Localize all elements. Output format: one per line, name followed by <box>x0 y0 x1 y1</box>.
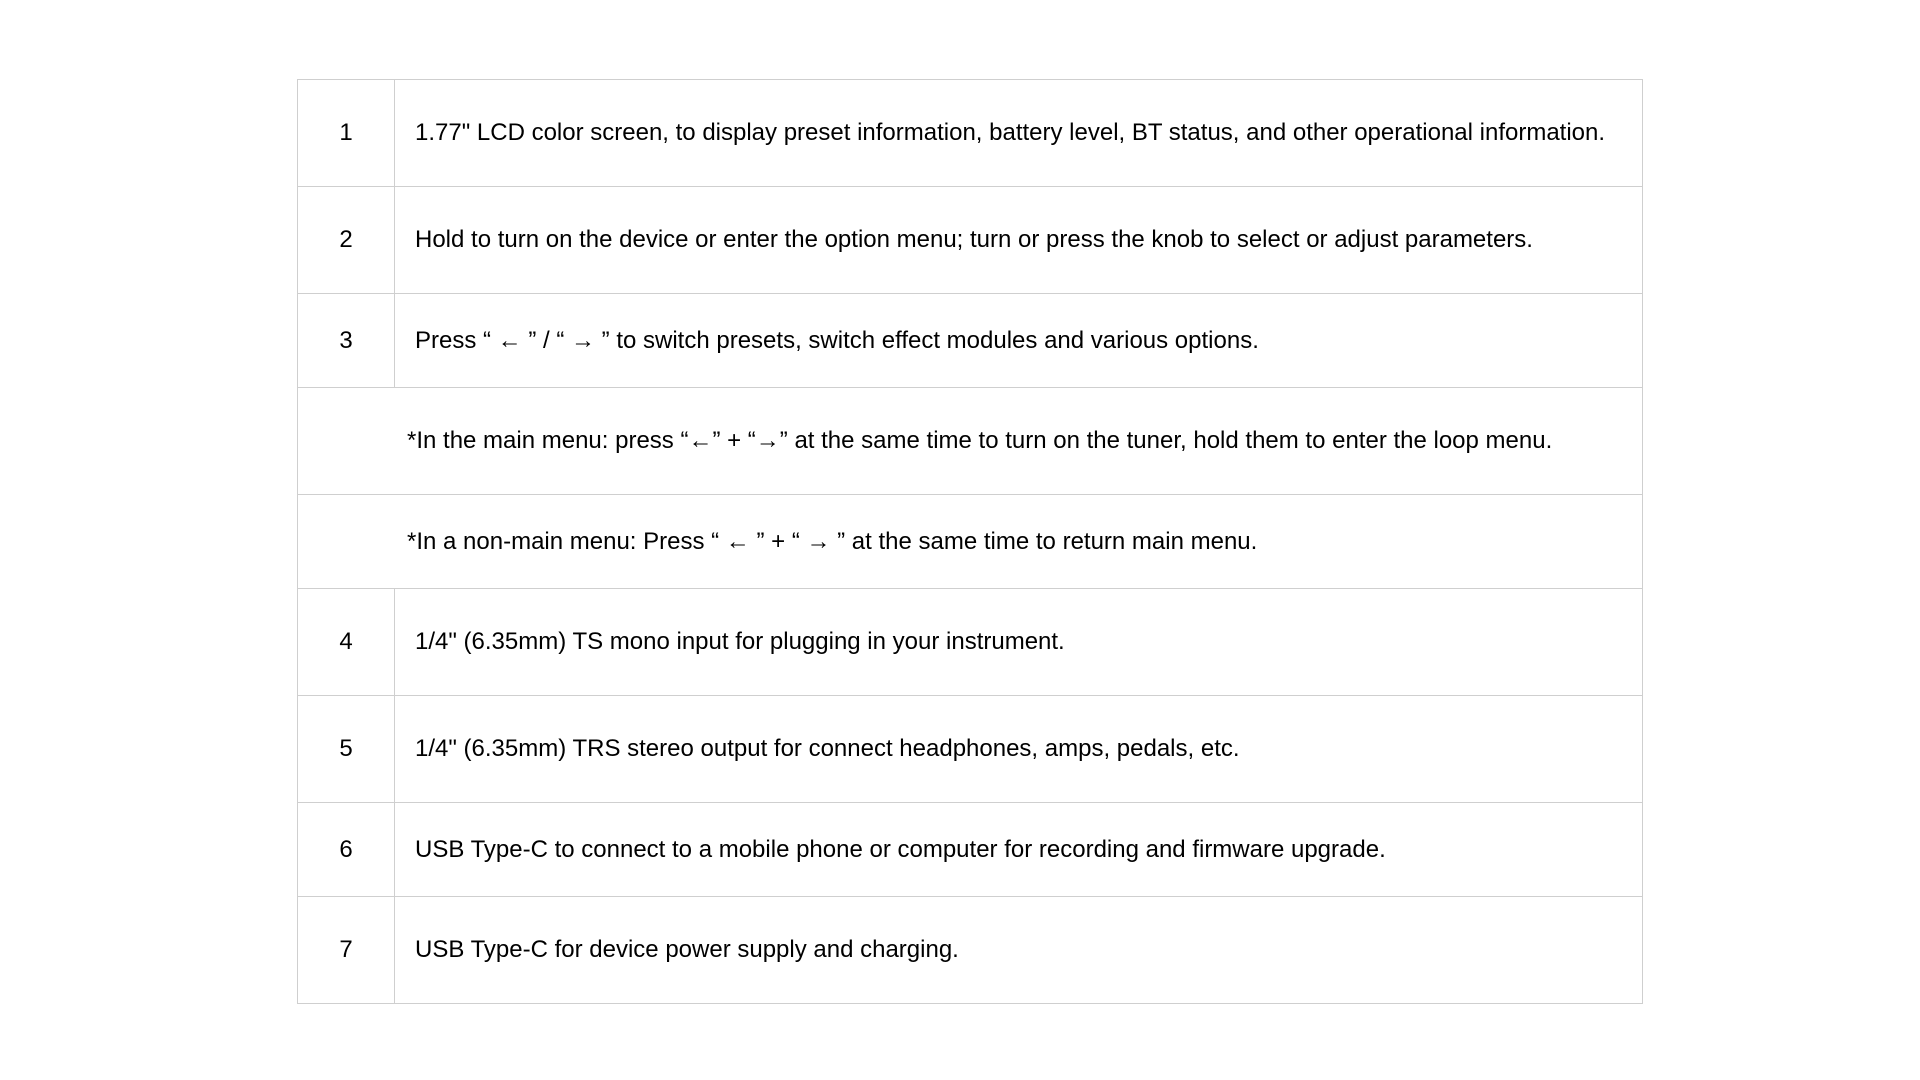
table-row <box>298 897 1643 1004</box>
row-note: *In the main menu: press “←” + “→” at the same time to turn on the tuner, hold them to enter the loop menu. <box>298 388 1643 495</box>
row-number: 4 <box>298 589 395 696</box>
row-number: 3 <box>298 294 395 388</box>
table-row <box>298 294 1643 388</box>
table-row <box>298 589 1643 696</box>
row-number: 1 <box>298 80 395 187</box>
row-description: 1/4" (6.35mm) TS mono input for plugging in your instrument. <box>395 589 1643 696</box>
row-number: 7 <box>298 897 395 1004</box>
row-note: *In a non-main menu: Press “ ← ” + “ → ” at the same time to return main menu. <box>298 495 1643 589</box>
table-row <box>298 803 1643 897</box>
table-row <box>298 696 1643 803</box>
row-description: 1/4" (6.35mm) TRS stereo output for connect headphones, amps, pedals, etc. <box>395 696 1643 803</box>
row-description: Hold to turn on the device or enter the option menu; turn or press the knob to select or adjust parameters. <box>395 187 1643 294</box>
table-row <box>298 80 1643 187</box>
row-description: 1.77" LCD color screen, to display preset information, battery level, BT status, and other operational information. <box>395 80 1643 187</box>
table-row <box>298 187 1643 294</box>
row-number: 2 <box>298 187 395 294</box>
table-row-note <box>298 388 1643 495</box>
row-number: 5 <box>298 696 395 803</box>
table-row-note <box>298 495 1643 589</box>
feature-table <box>297 79 1643 1004</box>
row-description: Press “ ← ” / “ → ” to switch presets, switch effect modules and various options. <box>395 294 1643 388</box>
row-description: USB Type-C for device power supply and charging. <box>395 897 1643 1004</box>
row-description: USB Type-C to connect to a mobile phone or computer for recording and firmware upgrade. <box>395 803 1643 897</box>
row-number: 6 <box>298 803 395 897</box>
